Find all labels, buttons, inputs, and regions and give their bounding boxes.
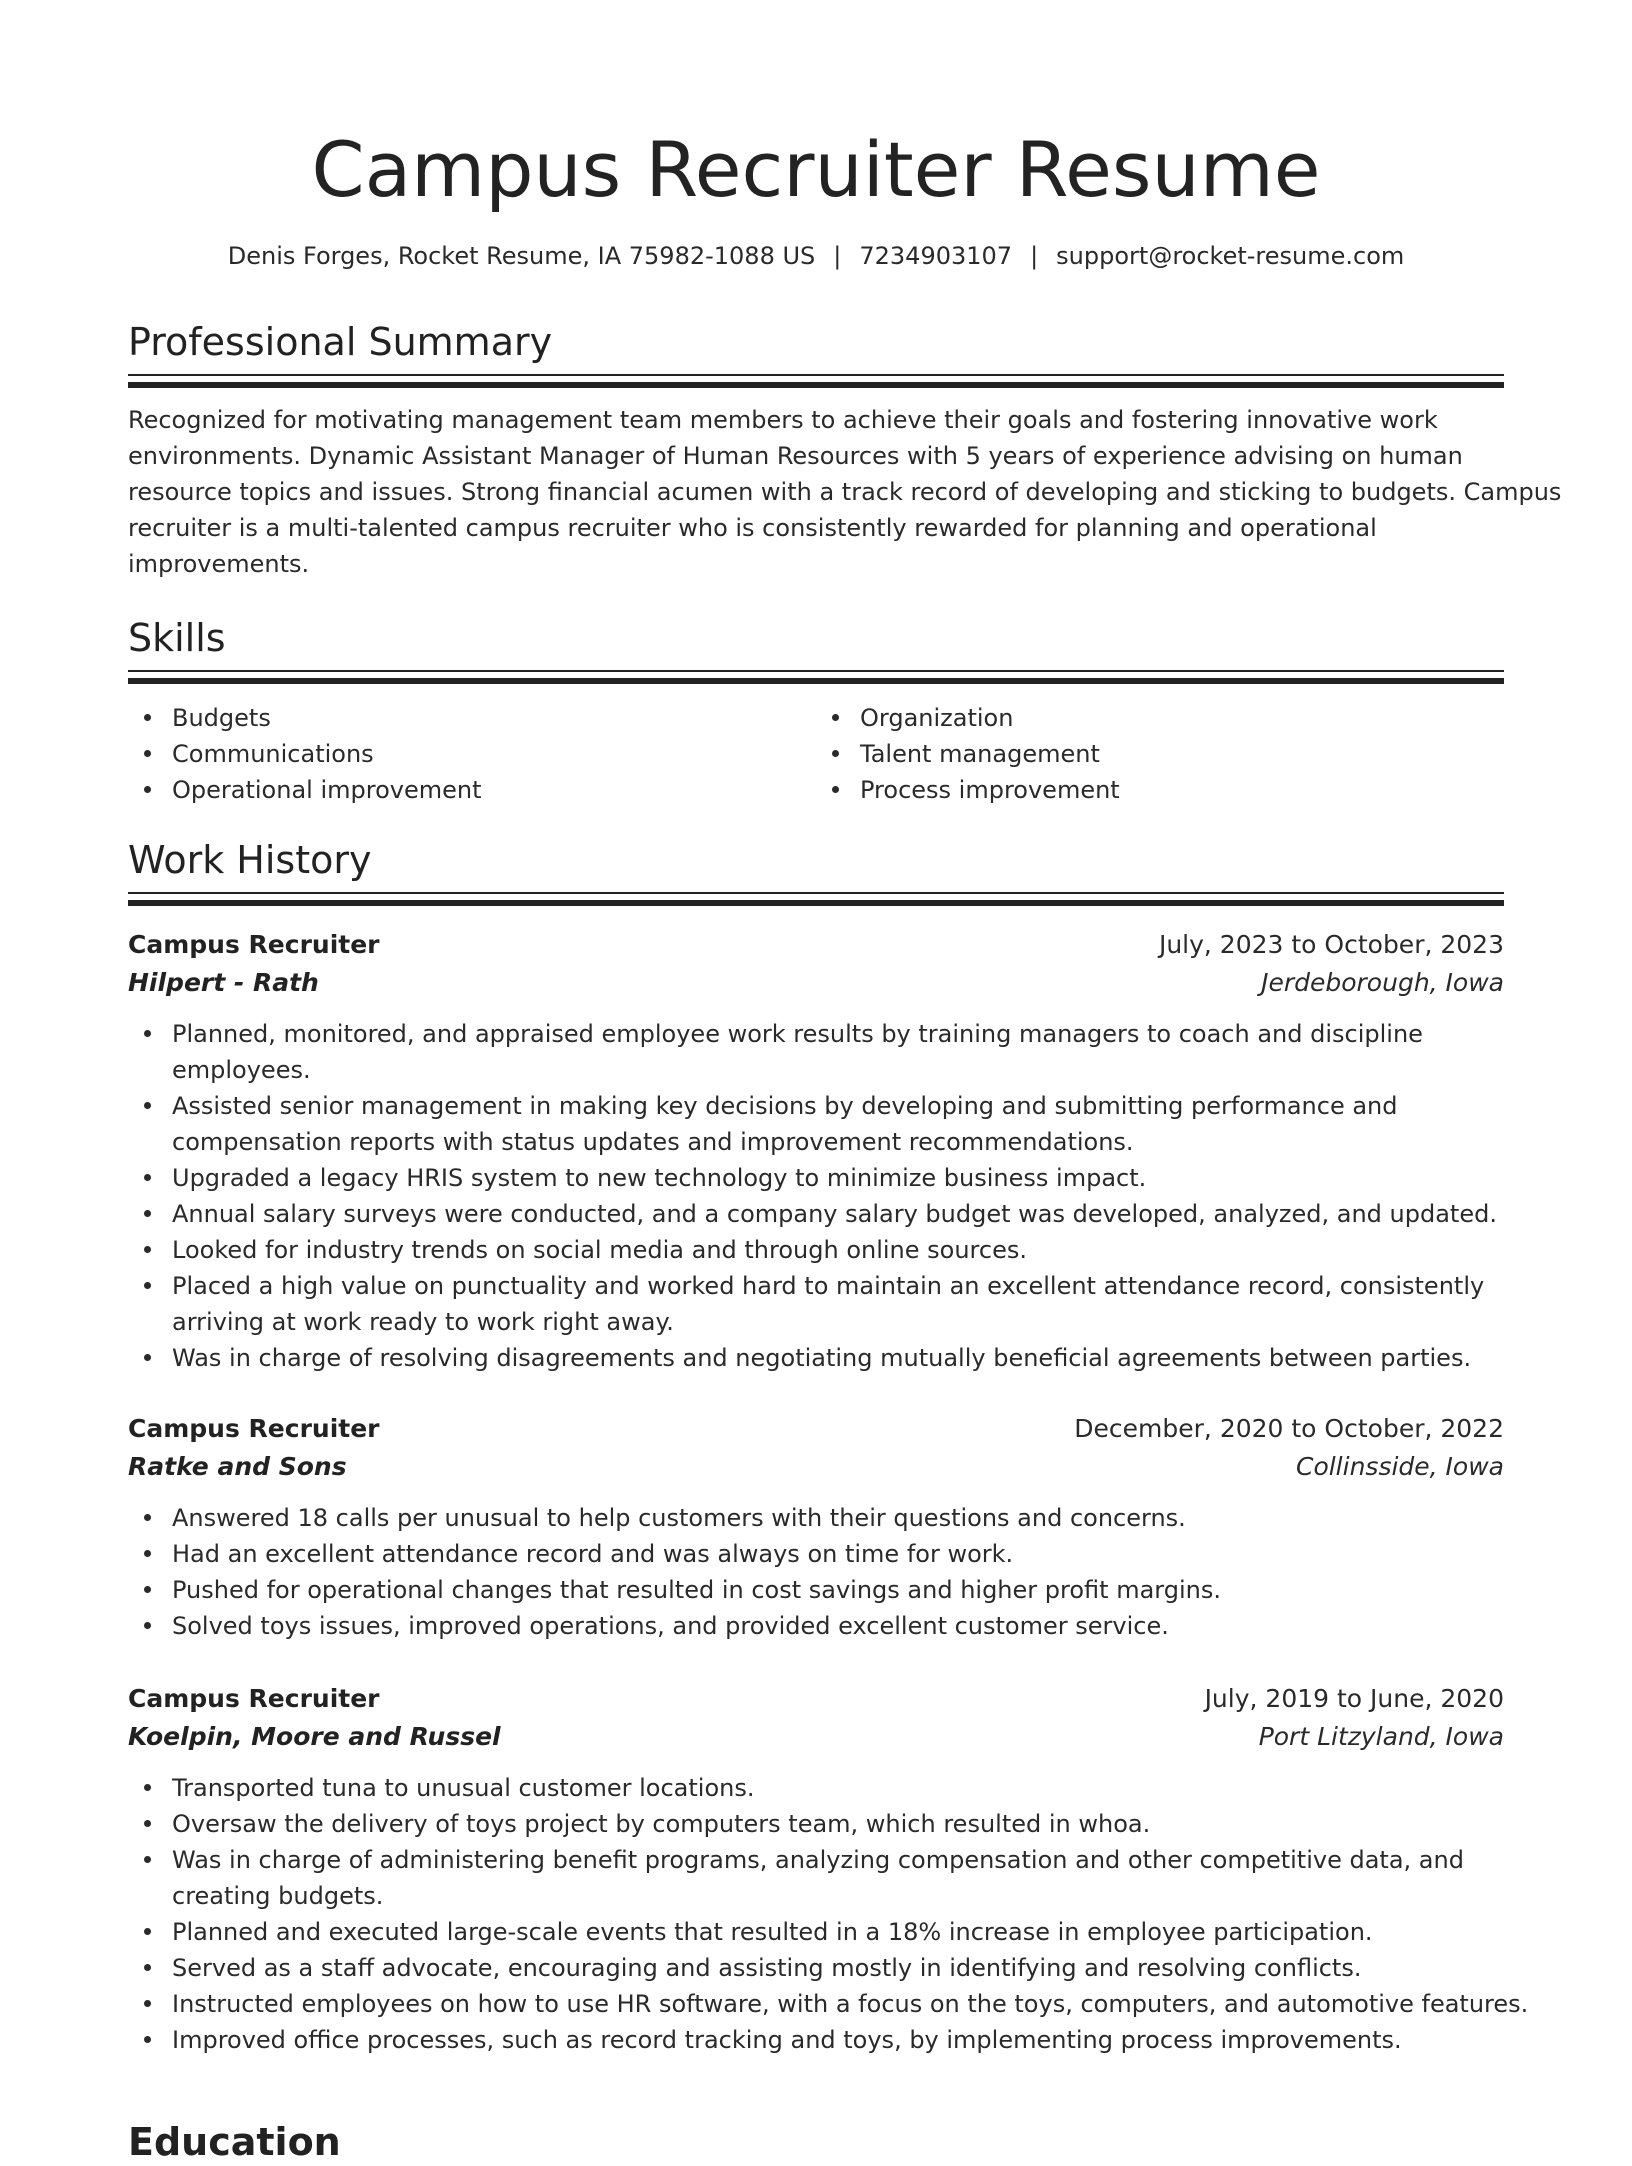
- duty-line: arriving at work ready to work right away.: [172, 1308, 674, 1336]
- job-location: Jerdeborough, Iowa: [1261, 968, 1504, 997]
- skill-item: Organization: [860, 700, 1504, 736]
- duty-item: [172, 1196, 1504, 1232]
- duty-line: employees.: [172, 1056, 311, 1084]
- duty-line: Was in charge of resolving disagreements and negotiating mutually beneficial agreements between parties.: [172, 1344, 1472, 1372]
- duty-item: [172, 2022, 1504, 2058]
- job-company: Hilpert - Rath: [128, 968, 319, 997]
- duty-line: Solved toys issues, improved operations, and provided excellent customer service.: [172, 1612, 1169, 1640]
- duty-line: Pushed for operational changes that resulted in cost savings and higher profit margins.: [172, 1576, 1221, 1604]
- section-divider: [128, 670, 1504, 684]
- skills-list: [128, 700, 1504, 808]
- resume-title: Campus Recruiter Resume: [311, 125, 1321, 214]
- job-location: Port Litzyland, Iowa: [1258, 1722, 1504, 1751]
- skills-heading: Skills: [128, 616, 226, 660]
- skill-item: Communications: [172, 736, 816, 772]
- work-history-heading: Work History: [128, 838, 372, 882]
- duty-item: [172, 1232, 1504, 1268]
- job-dates: July, 2019 to June, 2020: [1204, 1684, 1504, 1713]
- job-dates: July, 2023 to October, 2023: [1158, 930, 1504, 959]
- duty-line: Planned, monitored, and appraised employee work results by training managers to coach and discipline: [172, 1020, 1423, 1048]
- job-duties: [128, 1016, 1504, 1376]
- contact-email: support@rocket-resume.com: [1056, 242, 1405, 270]
- duty-item: [172, 1340, 1504, 1376]
- duty-item: [172, 1536, 1504, 1572]
- skills-column-right: [816, 700, 1504, 808]
- duty-item: [172, 1572, 1504, 1608]
- contact-separator: |: [1030, 242, 1039, 270]
- section-divider: [128, 374, 1504, 388]
- duty-line: Answered 18 calls per unusual to help customers with their questions and concerns.: [172, 1504, 1186, 1532]
- duty-item: [172, 1770, 1504, 1806]
- job-entry: [128, 1680, 1529, 2058]
- duty-item: [172, 1914, 1504, 1950]
- duty-line: Planned and executed large-scale events that resulted in a 18% increase in employee participation.: [172, 1918, 1373, 1946]
- duty-item: [172, 1500, 1504, 1536]
- job-title: Campus Recruiter: [128, 1414, 380, 1443]
- job-duties: [128, 1500, 1504, 1644]
- summary-line: environments. Dynamic Assistant Manager of Human Resources with 5 years of experience advising on human: [128, 442, 1463, 470]
- contact-phone: 7234903107: [859, 242, 1013, 270]
- duty-line: Had an excellent attendance record and was always on time for work.: [172, 1540, 1014, 1568]
- job-dates: December, 2020 to October, 2022: [1074, 1414, 1504, 1443]
- duty-item: [172, 1088, 1504, 1160]
- job-title: Campus Recruiter: [128, 1684, 380, 1713]
- duty-line: compensation reports with status updates and improvement recommendations.: [172, 1128, 1134, 1156]
- job-entry: [128, 926, 1504, 1376]
- summary-section: [128, 318, 1562, 582]
- duty-line: Improved office processes, such as record tracking and toys, by implementing process improvements.: [172, 2026, 1402, 2054]
- contact-line: [128, 240, 1504, 272]
- duty-item: [172, 1016, 1504, 1088]
- duty-line: Oversaw the delivery of toys project by computers team, which resulted in whoa.: [172, 1810, 1151, 1838]
- duty-line: Assisted senior management in making key decisions by developing and submitting performance and: [172, 1092, 1398, 1120]
- skill-item: Budgets: [172, 700, 816, 736]
- job-company: Koelpin, Moore and Russel: [128, 1722, 501, 1751]
- skill-item: Process improvement: [860, 772, 1504, 808]
- work-history-section: [128, 836, 1504, 906]
- section-divider: [128, 892, 1504, 906]
- summary-text: [128, 402, 1562, 582]
- job-company: Ratke and Sons: [128, 1452, 347, 1481]
- job-location: Collinsside, Iowa: [1295, 1452, 1504, 1481]
- duty-line: Instructed employees on how to use HR software, with a focus on the toys, computers, and automotive features.: [172, 1990, 1529, 2018]
- skill-item: Operational improvement: [172, 772, 816, 808]
- duty-item: [172, 1986, 1529, 2022]
- duty-line: creating budgets.: [172, 1882, 384, 1910]
- duty-line: Transported tuna to unusual customer locations.: [172, 1774, 755, 1802]
- summary-line: improvements.: [128, 550, 310, 578]
- skill-item: Talent management: [860, 736, 1504, 772]
- duty-item: [172, 1268, 1504, 1340]
- duty-line: Placed a high value on punctuality and worked hard to maintain an excellent attendance record, consistently: [172, 1272, 1485, 1300]
- job-entry: [128, 1410, 1504, 1644]
- job-duties: [128, 1770, 1529, 2058]
- duty-line: Annual salary surveys were conducted, and a company salary budget was developed, analyzed, and updated.: [172, 1200, 1497, 1228]
- summary-heading: Professional Summary: [128, 320, 553, 364]
- duty-line: Upgraded a legacy HRIS system to new technology to minimize business impact.: [172, 1164, 1147, 1192]
- job-title: Campus Recruiter: [128, 930, 380, 959]
- education-heading: Education: [128, 2119, 341, 2164]
- duty-line: Served as a staff advocate, encouraging and assisting mostly in identifying and resolving conflicts.: [172, 1954, 1362, 1982]
- duty-item: [172, 1806, 1504, 1842]
- skills-section: [128, 614, 1504, 808]
- summary-line: Recognized for motivating management team members to achieve their goals and fostering innovative work: [128, 406, 1438, 434]
- duty-item: [172, 1950, 1504, 1986]
- contact-address: Denis Forges, Rocket Resume, IA 75982-1088 US: [227, 242, 816, 270]
- summary-line: recruiter is a multi-talented campus recruiter who is consistently rewarded for planning and operational: [128, 514, 1377, 542]
- duty-item: [172, 1160, 1504, 1196]
- contact-separator: |: [833, 242, 842, 270]
- duty-item: [172, 1842, 1504, 1914]
- duty-line: Was in charge of administering benefit programs, analyzing compensation and other competitive data, and: [172, 1846, 1464, 1874]
- duty-line: Looked for industry trends on social media and through online sources.: [172, 1236, 1027, 1264]
- summary-line: resource topics and issues. Strong financial acumen with a track record of developing and sticking to budgets. Campus: [128, 478, 1562, 506]
- duty-item: [172, 1608, 1504, 1644]
- skills-column-left: [128, 700, 816, 808]
